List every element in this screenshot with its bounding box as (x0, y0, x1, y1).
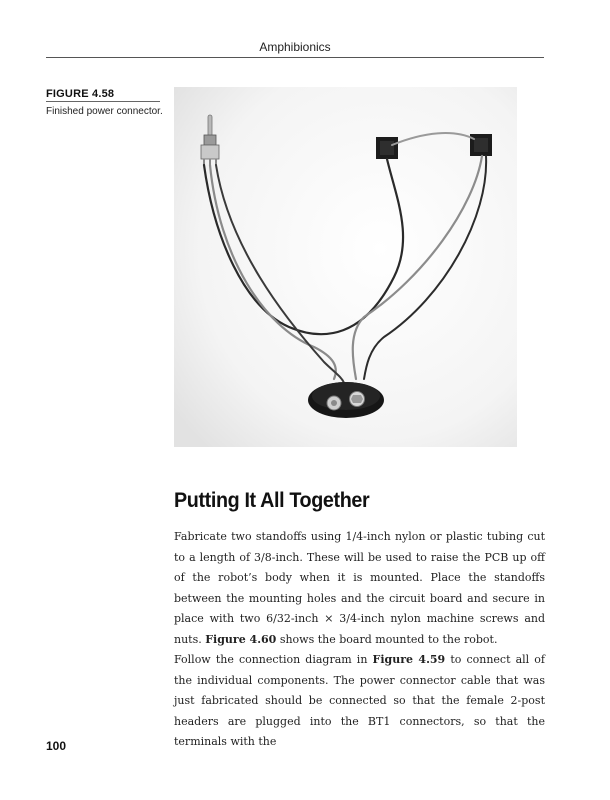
p1-text-before: Fabricate two standoffs using 1/4-inch nylon or plastic tubing cut to a length of 3/8-inch. These will be used to raise the PCB up off of the robot’s body when it is mounted. Place the standoffs between the mounting holes and the circuit board and secure in place with two 6/32-inch × 3/4-inch nylon machine screws and nuts. (174, 530, 545, 646)
p2-text-after: to connect all of the individual components. The power connector cable that was just fabricated should be connected so that the female 2-post headers are plugged into the BT1 connectors, so that the terminals with the (174, 653, 545, 749)
figure-photo (174, 87, 517, 447)
figure-label: FIGURE 4.58 (46, 88, 115, 100)
body-paragraph-2 (174, 650, 545, 753)
figure-caption: Finished power connector. (46, 106, 163, 117)
header-rule (46, 57, 544, 58)
p1-text-after: shows the board mounted to the robot. (276, 632, 498, 646)
figure-reference: Figure 4.60 (205, 632, 277, 646)
section-heading: Putting It All Together (174, 489, 370, 512)
figure-reference: Figure 4.59 (372, 653, 446, 666)
running-head: Amphibionics (259, 40, 331, 54)
p2-text-before: Follow the connection diagram in (174, 653, 373, 666)
power-connector-photo (174, 87, 517, 447)
figure-label-rule (46, 101, 160, 102)
page-number: 100 (46, 739, 67, 753)
battery-clip-icon (308, 382, 384, 418)
body-paragraph-1 (174, 527, 545, 651)
